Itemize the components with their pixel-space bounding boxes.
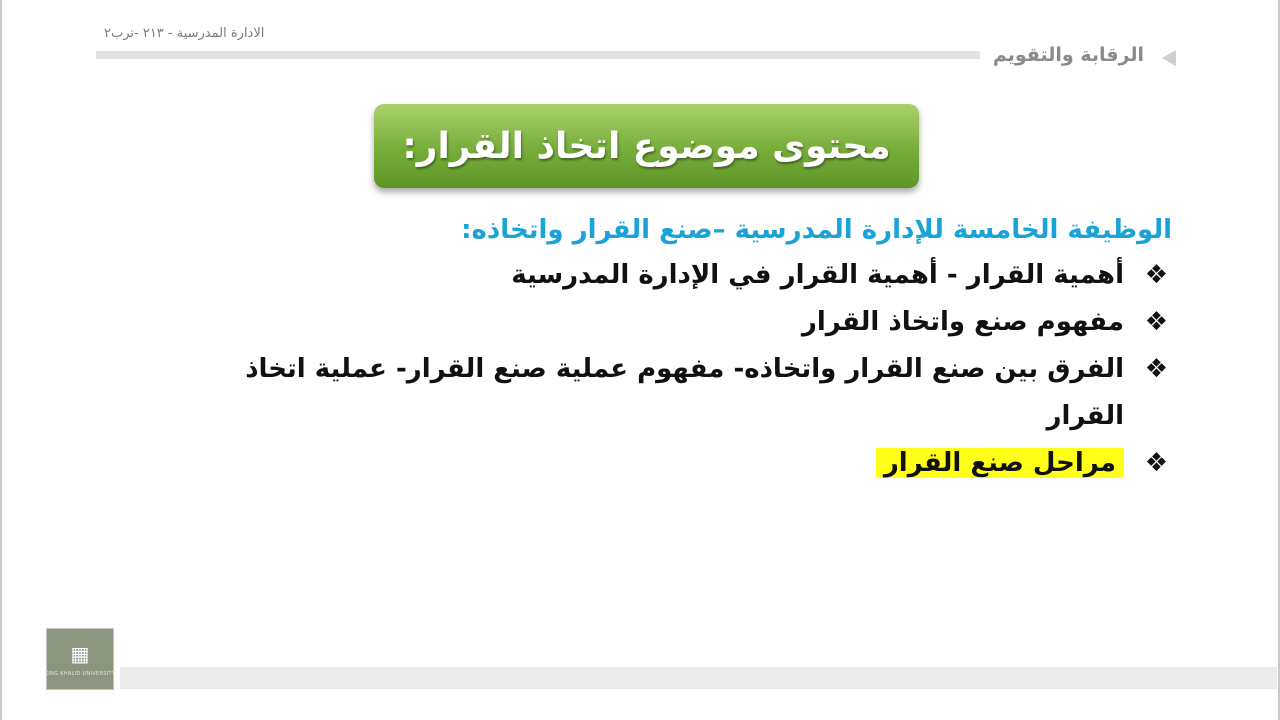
slide-frame-left xyxy=(0,0,2,720)
footer-bar xyxy=(120,667,1277,689)
header-divider-bar xyxy=(96,51,980,59)
list-item xyxy=(182,299,1172,346)
bullet-list xyxy=(182,252,1172,487)
triangle-arrow-icon xyxy=(1162,50,1176,66)
list-item xyxy=(182,252,1172,299)
highlighted-bullet-text: مراحل صنع القرار xyxy=(876,448,1124,478)
slide-title: محتوى موضوع اتخاذ القرار: xyxy=(402,125,891,167)
slide-content xyxy=(182,208,1172,487)
list-item xyxy=(182,346,1172,440)
slide-title-banner xyxy=(374,104,919,188)
list-item xyxy=(182,440,1172,487)
logo-emblem: ▦ xyxy=(70,642,90,666)
diamond-bullet-icon: ❖ xyxy=(1144,307,1168,337)
bullet-text: أهمية القرار - أهمية القرار في الإدارة المدرسية xyxy=(511,260,1124,290)
diamond-bullet-icon: ❖ xyxy=(1144,260,1168,290)
university-logo-icon xyxy=(46,628,114,690)
bullet-text: مفهوم صنع واتخاذ القرار xyxy=(801,307,1124,337)
bullet-text: الفرق بين صنع القرار واتخاذه- مفهوم عملية صنع القرار- عملية اتخاذ القرار xyxy=(245,354,1124,431)
section-title: الرقابة والتقويم xyxy=(992,44,1144,66)
logo-label: KING KHALID UNIVERSITY xyxy=(44,671,116,677)
slide-subtitle: الوظيفة الخامسة للإدارة المدرسية –صنع القرار واتخاذه: xyxy=(461,215,1172,245)
course-code-label: الادارة المدرسية - ٢١٣ -ترب٢ xyxy=(104,26,265,41)
diamond-bullet-icon: ❖ xyxy=(1144,354,1168,384)
diamond-bullet-icon: ❖ xyxy=(1144,448,1168,478)
